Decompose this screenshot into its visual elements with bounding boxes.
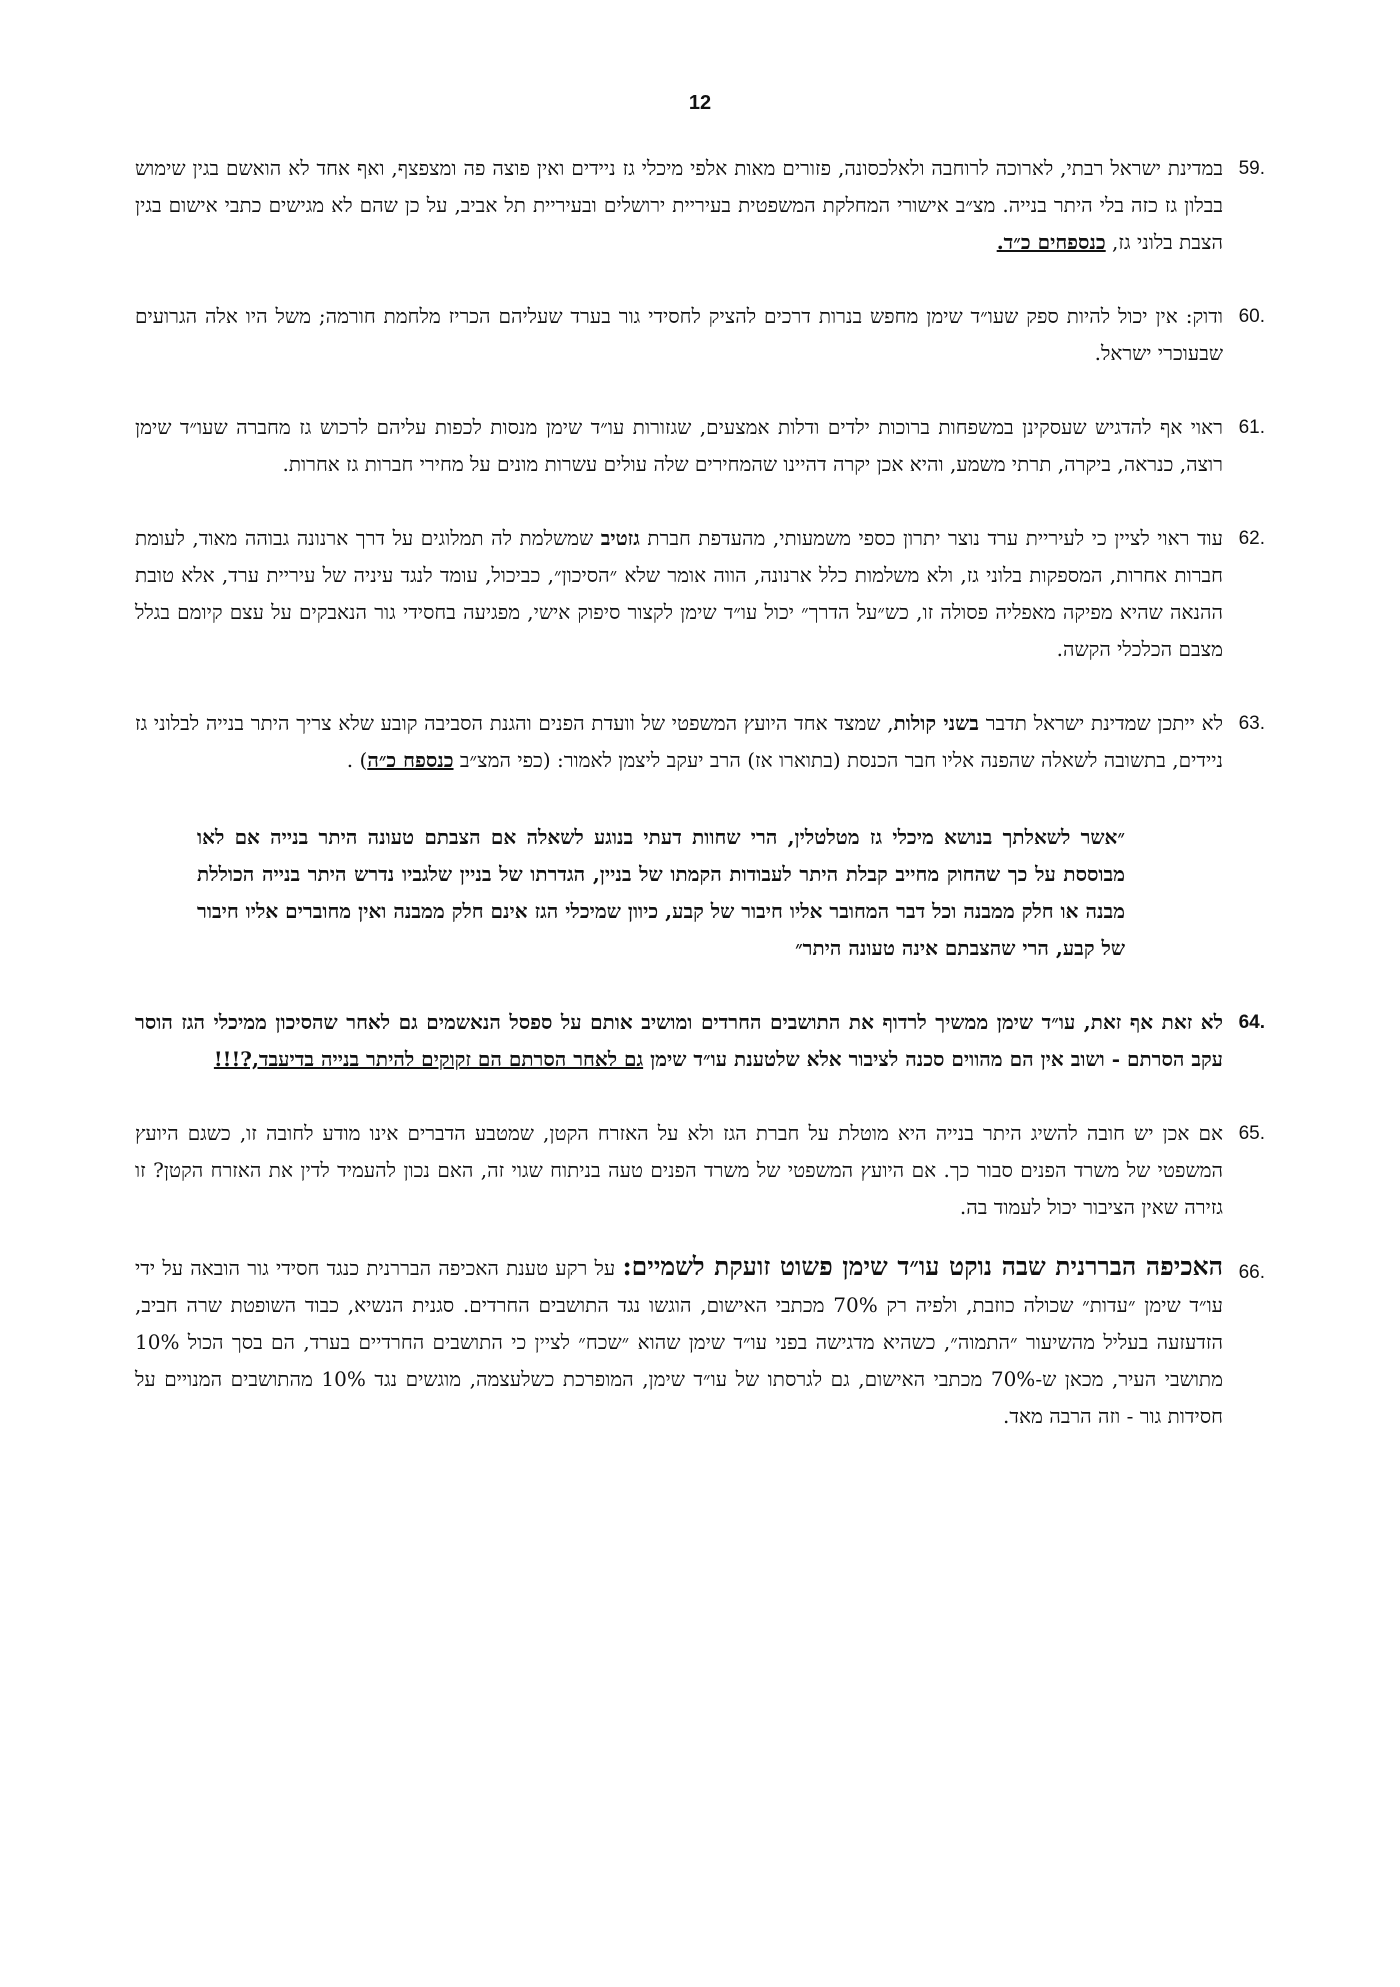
page-number: 12 [688, 92, 712, 114]
paragraph-number: .64 [1238, 1012, 1265, 1033]
paragraph-63 [135, 705, 1265, 779]
paragraph-number: .65 [1238, 1123, 1265, 1144]
paragraph-number: .59 [1238, 158, 1265, 179]
paragraph-number: .66 [1238, 1262, 1265, 1283]
paragraph-59 [135, 150, 1265, 261]
paragraph-66 [135, 1248, 1265, 1435]
paragraph-text: ודוק: אין יכול להיות ספק שעו״ד שימן מחפש בנרות דרכים להציק לחסידי גור בערד שעליהם הכריז מלחמת חורמה; משל היו אלה הגרועים שבעוכרי ישראל. [135, 304, 1224, 365]
legal-quote: ״אשר לשאלתך בנושא מיכלי גז מטלטלין, הרי שחוות דעתי בנוגע לשאלה אם הצבתם טעונה היתר בנייה אם לאו מבוססת על כך שהחוק מחייב קבלת היתר לעבודות הקמתו של בניין, הגדרתו של בניין שלגביו נדרש היתר בנייה הכוללת מבנה או חלק ממבנה וכל דבר המחובר אליו חיבור של קבע, כיוון שמיכלי הגז אינם חלק ממבנה ואין מחוברים אליו חיבור של קבע, הרי שהצבתם אינה טעונה היתר״ [197, 825, 1125, 960]
underlined-emphasis: גם לאחר הסרתם הם זקוקים להיתר בנייה בדיעבד,?!!! [213, 1047, 644, 1071]
paragraph-64 [135, 1004, 1265, 1078]
paragraph-text: ראוי אף להדגיש שעסקינן במשפחות ברוכות ילדים ודלות אמצעים, שגזורות עו״ד שימן מנסות לכפות עליהם לרכוש גז מחברה שעו״ד שימן רוצה, כנראה, ביקרה, תרתי משמע, והיא אכן יקרה דהיינו שהמחירים שלה עולים עשרות מונים על מחירי חברות גז אחרות. [135, 415, 1223, 476]
emphasis-text: בשני קולות [893, 711, 979, 735]
paragraph-65 [135, 1115, 1265, 1226]
paragraph-text: על רקע טענת האכיפה הבררנית כנגד חסידי גור הובאה על ידי עו״ד שימן ״עדות״ שכולה כוזבת, ולפיה רק 70% מכתבי האישום, הוגשו נגד התושבים החרדים. סגנית הנשיא, כבוד השופטת שרה חביב, הזדעזעה בעליל מהשיעור ״התמוה״, כשהיא מדגישה בפני עו״ד שימן שהוא ״שכח״ לציין כי התושבים החרדיים בערד, הם בסך הכול 10% מתושבי העיר, מכאן ש-70% מכתבי האישום, גם לגרסתו של עו״ד שימן, המופרכת כשלעצמה, מוגשים נגד 10% מהתושבים המנויים על חסידות גור - וזה הרבה מאד. [135, 1256, 1224, 1428]
paragraph-text: לא ייתכן שמדינת ישראל תדבר [978, 711, 1224, 735]
paragraph-62 [135, 520, 1265, 668]
paragraph-number: .60 [1238, 306, 1265, 327]
paragraph-heading: האכיפה הבררנית שבה נוקט עו״ד שימן פשוט זועקת לשמיים: [622, 1252, 1223, 1281]
paragraph-number: .61 [1238, 417, 1265, 438]
appendix-reference: כנספח כ״ה [367, 748, 454, 772]
paragraph-60 [135, 298, 1265, 372]
paragraph-number: .63 [1238, 713, 1265, 734]
paragraph-text: עוד ראוי לציין כי לעיריית ערד נוצר יתרון כספי משמעותי, מהעדפת חברת [639, 526, 1223, 550]
paragraph-text-end: ) . [346, 748, 368, 772]
company-name: גזטיב [600, 526, 640, 550]
paragraph-text: במדינת ישראל רבתי, לארוכה לרוחבה ולאלכסונה, פזורים מאות אלפי מיכלי גז ניידים ואין פוצה פה ומצפצף, ואף אחד לא הואשם בגין שימוש בבלון גז כזה בלי היתר בנייה. מצ״ב אישורי המחלקת המשפטית בעיריית ירושלים ובעיריית תל אביב, על כן שהם לא מגישים כתבי אישום בגין הצבת בלוני גז, [135, 156, 1223, 254]
paragraph-61 [135, 409, 1265, 483]
appendix-reference: כנספחים כ״ד. [996, 230, 1106, 254]
paragraph-text-cont: שמשלמת לה תמלוגים על דרך ארנונה גבוהה מאוד, לעומת חברות אחרות, המספקות בלוני גז, ולא משלמות כלל ארנונה, הווה אומר שלא ״הסיכון״, כביכול, עומד לנגד עיניה של עיריית ערד, אלא טובת ההנאה שהיא מפיקה מאפליה פסולה זו, כש״על הדרך״ יכול עו״ד שימן לקצור סיפוק אישי, מפגיעה בחסידי גור הנאבקים על עצם קיומם בגלל מצבם הכלכלי הקשה. [135, 526, 1223, 661]
paragraph-text: לא זאת אף זאת, עו״ד שימן ממשיך לרדוף את התושבים החרדים ומושיב אותם על ספסל הנאשמים גם לאחר שהסיכון ממיכלי הגז הוסר עקב הסרתם - ושוב אין הם מהווים סכנה לציבור אלא שלטענת עו״ד שימן [135, 1010, 1223, 1071]
paragraph-text-cont: , שמצד אחד היועץ המשפטי של וועדת הפנים והגנת הסביבה קובע שלא צריך היתר בנייה לבלוני גז ניידים, בתשובה לשאלה שהפנה אליו חבר הכנסת (בתוארו אז) הרב יעקב ליצמן לאמור: (כפי המצ״ב [135, 711, 1223, 772]
document-body [135, 150, 1265, 1472]
paragraph-text: אם אכן יש חובה להשיג היתר בנייה היא מוטלת על חברת הגז ולא על האזרח הקטן, שמטבע הדברים אינו מודע לחובה זו, כשגם היועץ המשפטי של משרד הפנים סבור כך. אם היועץ המשפטי של משרד הפנים טעה בניתוח שגוי זה, האם נכון להעמיד לדין את האזרח הקטן? זו גזירה שאין הציבור יכול לעמוד בה. [135, 1121, 1223, 1219]
paragraph-number: .62 [1238, 528, 1265, 549]
